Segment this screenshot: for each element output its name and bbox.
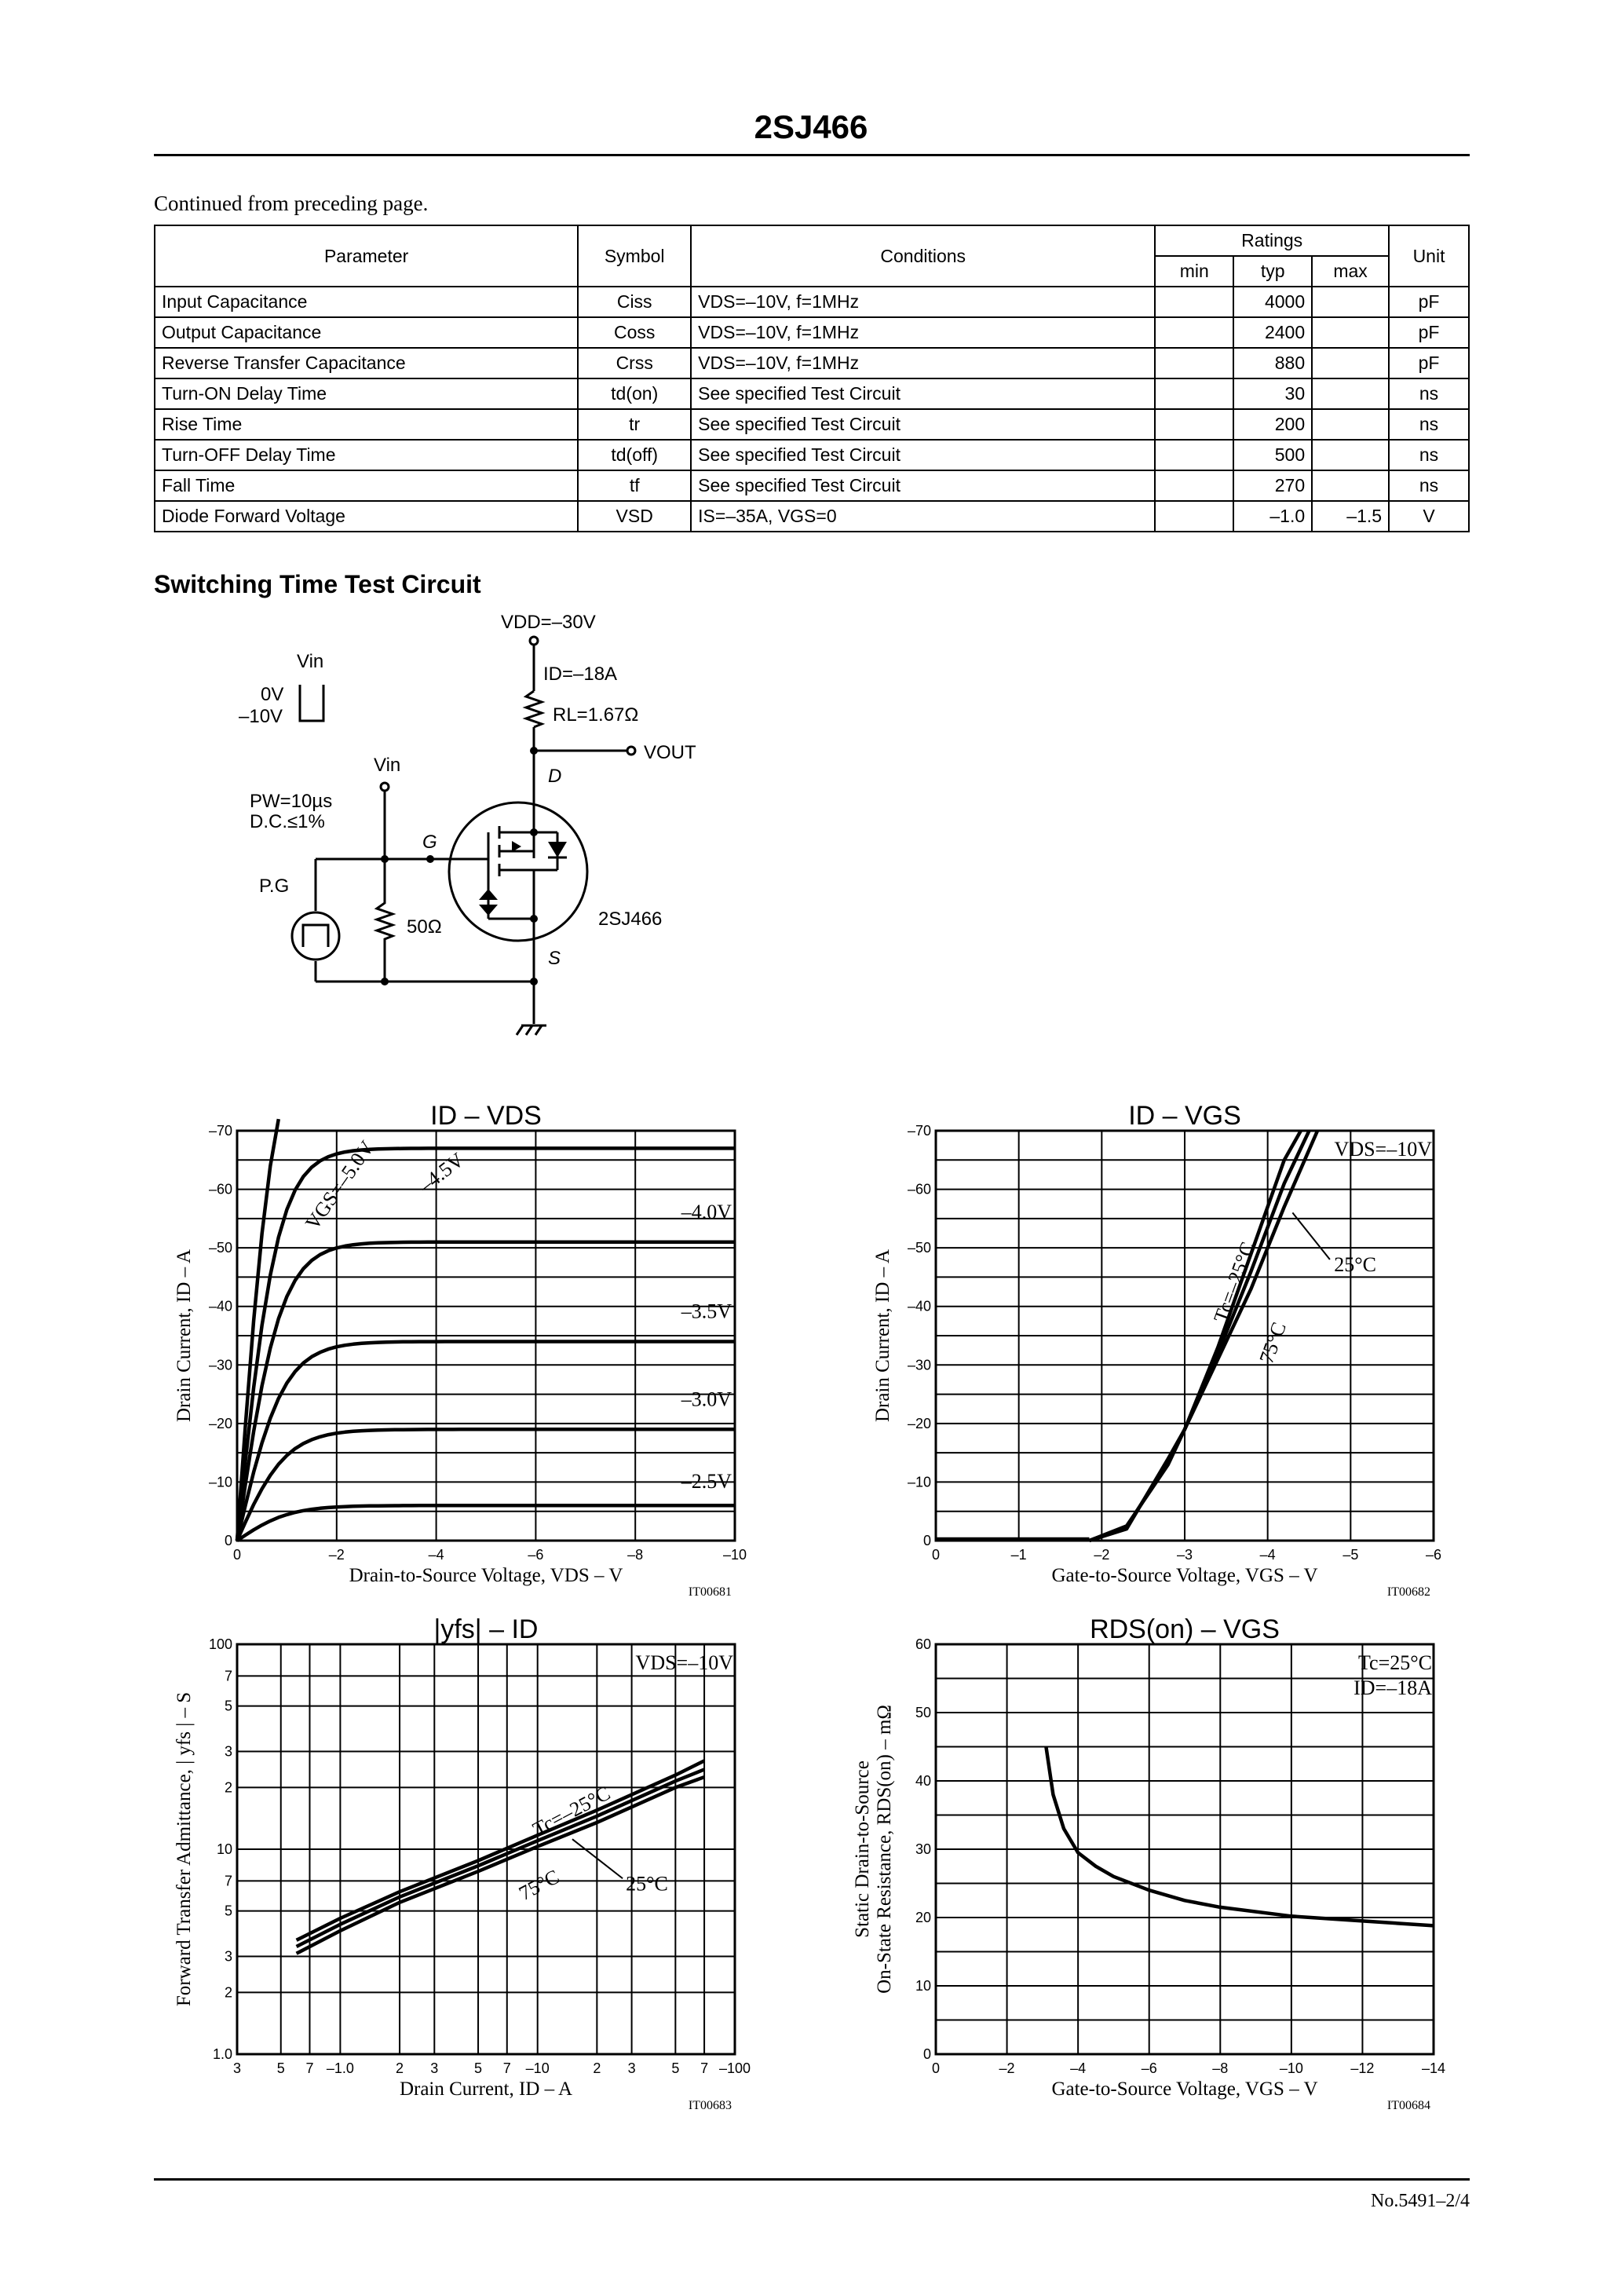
figure-code: IT00682 [1386,1585,1430,1599]
cell-max [1312,440,1389,470]
cell-parameter: Reverse Transfer Capacitance [155,348,578,378]
x-tick-label: 7 [700,2060,709,2076]
condition-label: VDS=–10V [635,1651,733,1674]
series-line [297,1769,705,1947]
test-circuit [0,605,785,1060]
chart-title: RDS(on) – VGS [1090,1614,1280,1644]
cell-parameter: Turn-ON Delay Time [155,378,578,409]
x-tick-label: –3 [1176,1547,1193,1563]
series-label: Tc=–25°C [528,1781,615,1841]
x-tick-label: 2 [593,2060,601,2076]
x-tick-label: –10 [722,1547,747,1563]
cell-symbol: tr [578,409,691,440]
x-tick-label: 5 [276,2060,285,2076]
series-label: VGS=–5.0V [301,1136,379,1234]
diode-triangle [548,842,567,857]
x-tick-label: 7 [305,2060,314,2076]
cell-symbol: Crss [578,348,691,378]
ground-hatch-3 [535,1026,542,1035]
part-label: 2SJ466 [598,909,663,930]
chart-rds-vgs [852,1614,1468,2139]
vin-label: Vin [374,755,401,776]
x-tick-label: –10 [1279,2060,1303,2076]
y-tick-label: 10 [915,1978,931,1994]
zener-bot [479,905,498,916]
cell-symbol: Coss [578,317,691,348]
cell-max [1312,470,1389,501]
y-tick-label: –30 [907,1357,931,1373]
chart-id-vgs [856,1101,1468,1625]
y-tick-label: 3 [224,1743,232,1760]
y-axis-label-line2: On-State Resistance, RDS(on) – mΩ [874,1705,895,1994]
x-tick-label: –2 [999,2060,1015,2076]
series-label: –4.0V [681,1200,732,1223]
series-label: 75°C [1255,1318,1291,1367]
cell-max [1312,409,1389,440]
y-tick-label: 5 [224,1698,232,1714]
cell-min [1155,317,1233,348]
footer-rule [154,2178,1470,2181]
cell-typ: 500 [1233,440,1312,470]
figure-code: IT00683 [688,2099,732,2112]
header-rule [154,154,1470,156]
y-axis-label: Forward Transfer Admittance, | yfs | – S [174,1691,195,2007]
x-tick-label: –6 [528,1547,544,1563]
y-tick-label: 1.0 [212,2046,232,2062]
cell-max [1312,317,1389,348]
x-tick-label: –4 [428,1547,444,1563]
table-header-row [155,225,1469,256]
y-tick-label: 0 [922,1533,931,1548]
ground-hatch-1 [517,1026,523,1035]
header-conditions: Conditions [691,225,1155,287]
y-tick-label: 40 [915,1773,931,1789]
series-label: –4.5V [414,1148,469,1197]
cell-typ: 4000 [1233,287,1312,317]
x-axis-label: Gate-to-Source Voltage, VGS – V [1051,2078,1318,2100]
cell-typ: 2400 [1233,317,1312,348]
vout-label: VOUT [644,742,696,763]
y-tick-label: –70 [208,1123,232,1139]
table-row [155,501,1469,532]
y-tick-label: 50 [915,1705,931,1720]
cell-symbol: VSD [578,501,691,532]
cell-symbol: td(on) [578,378,691,409]
cell-parameter: Turn-OFF Delay Time [155,440,578,470]
x-tick-label: –14 [1421,2060,1446,2076]
y-tick-label: 0 [922,2046,931,2062]
header-min: min [1155,256,1233,287]
y-tick-label: 7 [224,1873,232,1889]
cell-parameter: Rise Time [155,409,578,440]
header-ratings: Ratings [1155,225,1389,256]
r50-label: 50Ω [407,916,442,938]
x-axis-label: Gate-to-Source Voltage, VGS – V [1051,1565,1318,1586]
x-tick-label: 2 [396,2060,404,2076]
x-tick-label: –8 [1212,2060,1229,2076]
cell-max: –1.5 [1312,501,1389,532]
condition-label: VDS=–10V [1334,1138,1432,1161]
chart-title: ID – VDS [430,1101,542,1131]
y-axis-label-line1: Static Drain-to-Source [852,1760,873,1938]
x-tick-label: –5 [1343,1547,1359,1563]
junction-drain [530,747,538,755]
cell-parameter: Output Capacitance [155,317,578,348]
y-tick-label: 7 [224,1668,232,1684]
x-tick-label: 5 [474,2060,483,2076]
y-tick-label: 3 [224,1948,232,1965]
vin-waveform [300,685,323,721]
series-label: Tc=–25°C [1209,1238,1260,1326]
table-row [155,317,1469,348]
y-tick-label: –60 [208,1181,232,1197]
series-label: 25°C [1334,1252,1376,1276]
table-body [155,287,1469,532]
y-tick-label: –50 [907,1240,931,1256]
pw-label: PW=10µs [250,791,333,812]
y-tick-label: 100 [208,1636,232,1652]
y-tick-label: 5 [224,1903,232,1919]
cell-unit: pF [1389,287,1469,317]
x-tick-label: –6 [1141,2060,1157,2076]
condition-label: Tc=25°C [1357,1651,1432,1674]
cell-parameter: Fall Time [155,470,578,501]
x-tick-label: –12 [1350,2060,1375,2076]
vin-top-label: Vin [297,651,324,672]
y-tick-label: –20 [907,1415,931,1431]
y-tick-label: –50 [208,1240,232,1256]
x-tick-label: –10 [525,2060,550,2076]
y-tick-label: 2 [224,1984,232,2001]
x-tick-label: –2 [1094,1547,1110,1563]
x-tick-label: 3 [627,2060,636,2076]
cell-unit: pF [1389,348,1469,378]
junction-source-mos [530,915,538,923]
header-parameter: Parameter [155,225,578,287]
cell-parameter: Input Capacitance [155,287,578,317]
cell-typ: –1.0 [1233,501,1312,532]
junction-gnd-left [381,978,389,985]
cell-conditions: See specified Test Circuit [691,409,1155,440]
table-row [155,348,1469,378]
series-label: 75°C [515,1865,564,1906]
cell-max [1312,287,1389,317]
x-tick-label: –1.0 [326,2060,354,2076]
cell-min [1155,470,1233,501]
cell-symbol: tf [578,470,691,501]
v0-label: 0V [261,684,284,705]
cell-conditions: See specified Test Circuit [691,440,1155,470]
cell-conditions: VDS=–10V, f=1MHz [691,317,1155,348]
cell-unit: ns [1389,409,1469,440]
leader-line [1292,1212,1330,1260]
g-label: G [422,832,437,853]
series-line [1046,1747,1434,1926]
chart-title: |yfs| – ID [433,1614,539,1644]
x-tick-label: –1 [1010,1547,1027,1563]
y-tick-label: –70 [907,1123,931,1139]
cell-conditions: See specified Test Circuit [691,470,1155,501]
cell-max [1312,378,1389,409]
cell-min [1155,440,1233,470]
cell-typ: 200 [1233,409,1312,440]
y-tick-label: –10 [907,1474,931,1490]
rl-label: RL=1.67Ω [553,704,639,726]
cell-symbol: td(off) [578,440,691,470]
y-tick-label: 2 [224,1779,232,1796]
y-tick-label: 20 [915,1910,931,1925]
table-row [155,440,1469,470]
pulse-glyph [303,925,328,947]
series-label: –3.5V [681,1300,732,1323]
spec-table [154,225,1470,532]
condition-label: ID=–18A [1353,1676,1432,1699]
vin-terminal [381,783,389,791]
cell-conditions: VDS=–10V, f=1MHz [691,287,1155,317]
chart-title: ID – VGS [1128,1101,1241,1131]
cell-min [1155,378,1233,409]
ground-hatch-2 [526,1026,532,1035]
x-tick-label: 3 [232,2060,242,2076]
junction-gate [426,855,434,863]
y-tick-label: 60 [915,1636,931,1652]
section-title: Switching Time Test Circuit [154,570,481,598]
x-tick-label: 3 [430,2060,439,2076]
x-tick-label: –8 [627,1547,644,1563]
x-tick-label: –4 [1259,1547,1276,1563]
table-row [155,378,1469,409]
x-axis-label: Drain Current, ID – A [399,2078,573,2100]
d-label: D [548,766,562,787]
series-label: 25°C [626,1872,668,1896]
v10-label: –10V [239,706,283,727]
cell-unit: V [1389,501,1469,532]
y-tick-label: 30 [915,1841,931,1857]
series-label: –3.0V [681,1387,732,1411]
vdd-label: VDD=–30V [501,612,596,633]
s-label: S [548,948,561,969]
cell-unit: ns [1389,378,1469,409]
cell-typ: 880 [1233,348,1312,378]
vdd-terminal [530,637,538,645]
series-line [297,1777,705,1954]
y-tick-label: 0 [224,1533,232,1548]
cell-symbol: Ciss [578,287,691,317]
cell-unit: ns [1389,470,1469,501]
series-line [237,1242,735,1541]
page-title: 2SJ466 [754,108,868,145]
cell-conditions: See specified Test Circuit [691,378,1155,409]
cell-min [1155,501,1233,532]
figure-code: IT00681 [688,1585,732,1599]
drain-resistor [526,691,542,727]
y-tick-label: –40 [907,1298,931,1314]
x-tick-label: 7 [502,2060,511,2076]
cell-min [1155,409,1233,440]
cell-conditions: VDS=–10V, f=1MHz [691,348,1155,378]
y-axis-label: Drain Current, ID – A [174,1249,195,1423]
junction-vin [381,855,389,863]
x-tick-label: –2 [328,1547,345,1563]
junction-gnd-right [530,978,538,985]
figure-code: IT00684 [1386,2099,1430,2112]
pg-label: P.G [259,876,290,897]
cell-max [1312,348,1389,378]
chart-id-vds [157,1101,769,1625]
table-row [155,470,1469,501]
cell-unit: ns [1389,440,1469,470]
x-tick-label: 0 [931,2060,941,2076]
header-max: max [1312,256,1389,287]
cell-conditions: IS=–35A, VGS=0 [691,501,1155,532]
zener-top [479,889,498,900]
id-label: ID=–18A [543,664,618,685]
pulse-generator [292,912,339,960]
chart-yfs-id [157,1614,769,2139]
cell-typ: 270 [1233,470,1312,501]
gate-resistor [377,859,393,982]
cell-min [1155,348,1233,378]
table-row [155,409,1469,440]
header-unit: Unit [1389,225,1469,287]
x-tick-label: 5 [671,2060,680,2076]
y-tick-label: 10 [216,1841,232,1857]
vout-terminal [627,747,635,755]
x-axis-label: Drain-to-Source Voltage, VDS – V [349,1565,623,1586]
x-tick-label: 0 [931,1547,941,1563]
dc-label: D.C.≤1% [250,811,325,832]
table-row [155,287,1469,317]
page-number: No.5491–2/4 [1371,2191,1470,2211]
cell-min [1155,287,1233,317]
continued-note: Continued from preceding page. [154,192,429,215]
y-tick-label: –40 [208,1298,232,1314]
mosfet-body [449,803,587,941]
x-tick-label: –100 [718,2060,751,2076]
y-tick-label: –60 [907,1181,931,1197]
x-tick-label: 0 [232,1547,242,1563]
header-symbol: Symbol [578,225,691,287]
y-tick-label: –10 [208,1474,232,1490]
y-tick-label: –20 [208,1415,232,1431]
series-line [237,1429,735,1541]
cell-parameter: Diode Forward Voltage [155,501,578,532]
y-tick-label: –30 [208,1357,232,1373]
junction-drain-mos [530,828,538,836]
cell-typ: 30 [1233,378,1312,409]
x-tick-label: –4 [1070,2060,1087,2076]
y-axis-label: Drain Current, ID – A [872,1249,893,1423]
x-tick-label: –6 [1425,1547,1442,1563]
header-typ: typ [1233,256,1312,287]
series-label: –2.5V [681,1469,732,1493]
cell-unit: pF [1389,317,1469,348]
